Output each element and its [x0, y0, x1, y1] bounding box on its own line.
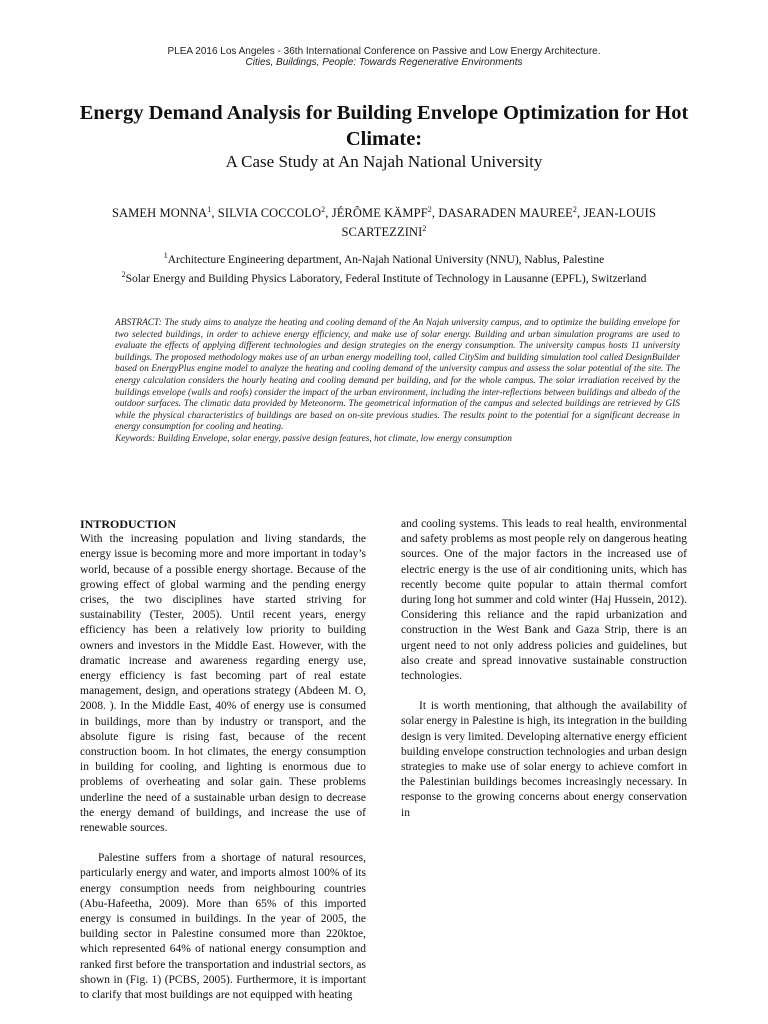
conference-name: PLEA 2016 Los Angeles - 36th International Conference on Passive and Low Energy Architecture.: [167, 46, 601, 57]
author-name: SAMEH MONNA: [112, 206, 208, 220]
conference-theme: Cities, Buildings, People: Towards Regenerative Environments: [245, 57, 523, 68]
author-affiliation-mark: 2: [427, 204, 432, 214]
author-name: JÉRÔME KÄMPF: [331, 206, 428, 220]
author-affiliation-mark: 1: [207, 204, 212, 214]
conference-header: [0, 46, 768, 68]
section-heading: INTRODUCTION: [80, 517, 177, 531]
intro-paragraph-2-start: [80, 851, 366, 1003]
keywords: Keywords: Building Envelope, solar energy, passive design features, hot climate, low energy consumption: [115, 433, 512, 444]
intro-paragraph-1: With the increasing population and living standards, the energy issue is becoming more and more important in today’s world, because of a possible energy shortage. Because of the growing effect of global warming and the pending energy crises, the two disciplines have started striving for sustainability (Tester, 2005). Until recent years, energy efficiency has been a relatively low priority to building owners and investors in the Middle East. However, with the dramatic increase and awareness regarding energy use, energy efficiency is fast becoming part of real estate management, design, and operations strategy (Abdeen M. O, 2008. ). In the Middle East, 40% of energy use is consumed in buildings, more than by industry or transport, and the absolute figure is rising fast, because of the recent construction boom. In hot climates, the energy consumption in building for cooling, and lighting is enormous due to problems of overheating and solar gain. These problems underline the need of a sustainable urban design to decrease the energy demand of buildings, and increase the use of renewable sources.: [80, 533, 366, 835]
abstract-text: ABSTRACT: The study aims to analyze the heating and cooling demand of the An Najah university campus, and to optimize the building envelope for two selected buildings, in order to achieve energy efficiency, and make use of solar energy. Building and urban simulation programs are used to evaluate the effects of applying different technologies and design strategies on the energy consumption. The university campus hosts 11 university buildings. The proposed methodology makes use of an urban energy modelling tool, called CitySim and building simulation tool called DesignBuilder based on EnergyPlus engine model to analyze the heating and cooling demand of the university campus and assess the solar potential of the site. The energy calculation considers the hourly heating and cooling demand per building, and for the whole campus. The solar irradiation received by the buildings envelope (walls and roofs) consider the impact of the urban environment, including the inter-reflections between buildings and albedo of the outdoor surfaces. The climatic data provided by Meteonorm. The geometrical information of the campus and selected buildings are retrieved by GIS while the physical characteristics of buildings are based on on-site previous studies. The results point to the potential for a significant decrease in energy consumption for cooling and heating.: [115, 318, 680, 433]
abstract-block: [115, 318, 680, 446]
author-affiliation-mark: 2: [422, 223, 427, 233]
paper-title: Energy Demand Analysis for Building Envelope Optimization for Hot Climate:: [79, 102, 689, 150]
affiliation-1: [60, 253, 708, 267]
affiliation-text: Architecture Engineering department, An-Najah National University (NNU), Nablus, Palestine: [167, 254, 605, 266]
author-name: JEAN-LOUIS SCARTEZZINI: [341, 206, 656, 239]
intro-paragraph-2-overflow: and cooling systems. This leads to real health, environmental and safety problems as most people rely on dangerous heating sources. One of the major factors in the increased use of electric energy is the use of air conditioning units, which has recently become quite popular to attain thermal comfort during long hot summer and cold winter (Haj Hussein, 2012). Considering this reliance and the rapid urbanization and construction in the West Bank and Gaza Strip, there is an urgent need to not only address policies and guidelines, but also create and spread innovative sustainable construction technologies.: [401, 518, 687, 683]
affiliation-number: 2: [121, 270, 126, 280]
intro-paragraph-2-continued: [401, 517, 687, 684]
body-column-left: [80, 517, 366, 1003]
affiliation-text: Solar Energy and Building Physics Laboratory, Federal Institute of Technology in Lausanne (EPFL), Switzerland: [125, 273, 647, 285]
intro-paragraph-2-text: Palestine suffers from a shortage of natural resources, particularly energy and water, and imports almost 100% of its energy consumption needs from neighbouring countries (Abu-Hafeetha, 2009). More than 65% of this imported energy is consumed in buildings. In the year of 2005, the building sector in Palestine consumed more than 220ktoe, which represented 64% of national energy consumption and ranked first before the transportation and industrial sectors, as shown in (Fig. 1) (PCBS, 2005). Furthermore, it is important to clarify that most buildings are not equipped with heating: [80, 852, 366, 1002]
author-affiliation-mark: 2: [321, 204, 326, 214]
body-column-right: [401, 517, 687, 821]
paper-subtitle: A Case Study at An Najah National University: [225, 152, 543, 171]
affiliation-number: 1: [163, 251, 168, 261]
author-name: DASARADEN MAUREE: [438, 206, 573, 220]
author-list: SAMEH MONNA$^1$, SILVIA COCCOLO$^2$, JÉRÔME KÄMPF$^2$, DASARADEN MAUREE$^2$, JEAN-LOUIS SCARTEZZINI$^2$: [112, 204, 656, 239]
author-name: SILVIA COCCOLO: [217, 206, 322, 220]
affiliation-2: [60, 272, 708, 286]
author-affiliation-mark: 2: [572, 204, 578, 214]
intro-paragraph-3: It is worth mentioning, that although the availability of solar energy in Palestine is high, its integration in the building design is very limited. Developing alternative energy efficient building envelope construction technologies and urban design strategies to make use of solar energy to achieve comfort in the Palestinian buildings becomes increasingly necessary. In response to the growing concerns about energy conservation in: [401, 700, 687, 819]
